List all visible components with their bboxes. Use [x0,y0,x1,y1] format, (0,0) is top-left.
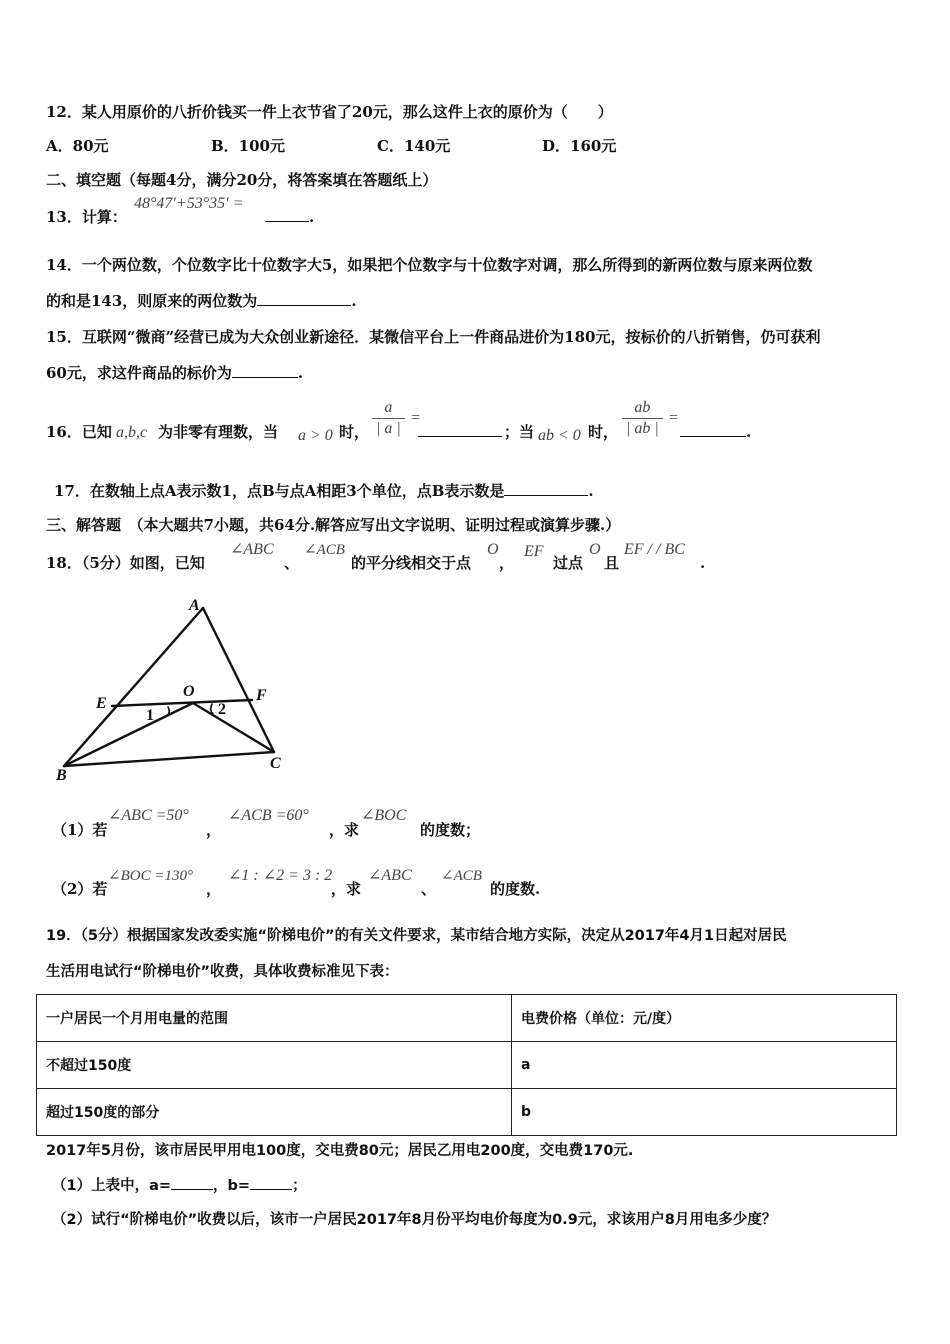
q18-point-o: O [487,541,499,558]
q18-part2-suffix: 的度数. [490,880,541,898]
q18-angle-acb: ∠ACB [304,542,345,558]
fee-table [36,994,897,1136]
q18-part1-condition-1: ∠ABC =50° [108,807,189,824]
q12-option-a: A．80元 [46,137,109,155]
label-a: A [189,597,200,614]
segment-bo [64,703,193,766]
q18-text-3: 且 [604,554,620,572]
q18-parallel: EF / / BC [624,541,685,558]
table-header-row [37,995,897,1042]
q19-part2: （2）试行“阶梯电价”收费以后，该市一户居民2017年8月份平均电价每度为0.9元，求该用户8月用电多少度？ [52,1212,777,1228]
q16-condition-1: a > 0 [298,427,333,444]
table-cell: 不超过150度 [37,1042,512,1089]
q16-text-4: 时， [588,423,619,441]
q12-option-b: B．100元 [211,137,285,155]
q16-vars: a,b,c [116,424,148,441]
label-o: O [183,683,195,700]
label-e: E [96,695,107,712]
q13-prefix: 13．计算： [46,208,127,226]
table-header-cell: 一户居民一个月用电量的范围 [37,995,512,1042]
q12-option-d: D．160元 [542,137,617,155]
q18-angle-abc: ∠ABC [230,541,274,558]
label-b: B [56,767,67,784]
q19-line2: 生活用电试行“阶梯电价”收费，具体收费标准见下表： [46,964,399,980]
table-row [37,1089,897,1136]
q12-stem: 12．某人用原价的八折价钱买一件上衣节省了20元，那么这件上衣的原价为（ ） [46,103,613,121]
q19-given: 2017年5月份，该市居民甲用电100度，交电费80元；居民乙用电200度，交电费170元. [46,1143,634,1159]
q18-comma: ， [499,554,515,572]
q19-line1: 19．（5分）根据国家发改委实施“阶梯电价”的有关文件要求，某市结合地方实际，决定从2017年4月1日起对居民 [46,928,787,944]
q18-separator: 、 [284,554,300,572]
q18-period: . [700,554,706,572]
q18-part2-target-1: ∠ABC [368,867,412,884]
q13-expression: 48°47′+53°35′ = [134,195,244,212]
q18-text-1: 的平分线相交于点 [351,554,472,572]
table-cell: b [512,1089,897,1136]
q12-option-c: C．140元 [377,137,451,155]
q16-blank-1 [418,422,502,442]
table-header-cell: 电费价格（单位：元/度） [512,995,897,1042]
q18-part1-suffix: 的度数； [420,821,481,839]
label-angle-2: 2 [218,701,226,718]
q18-part2-ask: ，求 [331,880,362,898]
q18-part2-prefix: （2）若 [52,880,108,898]
label-angle-1: 1 [146,707,154,724]
q15-line2: 60元，求这件商品的标价为 . [46,364,304,382]
q18-part1-comma: ， [206,821,222,839]
q18-part1-ask: ，求 [329,821,360,839]
q14-line1: 14．一个两位数，个位数字比十位数字大5，如果把个位数字与十位数字对调，那么所得到的新两位数与原来两位数 [46,256,813,274]
side-bc [64,752,274,766]
q16-condition-2: ab < 0 [538,427,581,444]
q18-text-2: 过点 [553,554,584,572]
q18-part2-condition-1: ∠BOC =130° [108,868,193,884]
q18-part1-target: ∠BOC [361,807,407,824]
q18-prefix: 18．（5分）如图，已知 [46,554,205,572]
label-c: C [270,755,281,772]
q16-text-2: 时， [339,423,370,441]
q17: 17．在数轴上点A表示数1，点B与点A相距3个单位，点B表示数是 . [54,482,594,500]
triangle-figure [50,594,300,784]
q18-part1-condition-2: ∠ACB =60° [228,807,309,824]
segment-ef [112,700,252,706]
angle-2-arc [211,704,213,714]
q18-point-o-2: O [589,541,601,558]
q16-text-1: 为非零有理数，当 [158,423,279,441]
label-f: F [256,687,267,704]
q18-part2-separator: 、 [421,880,437,898]
q16-blank-2: . [680,422,751,442]
table-cell: a [512,1042,897,1089]
table-row [37,1042,897,1089]
q18-segment-ef: EF [524,543,544,560]
q18-part1-prefix: （1）若 [52,821,108,839]
section-solve-heading: 三、解答题 （本大题共7小题，共64分.解答应写出文字说明、证明过程或演算步骤.） [46,516,621,534]
table-cell: 超过150度的部分 [37,1089,512,1136]
section-fill-in-heading: 二、填空题（每题4分，满分20分，将答案填在答题纸上） [46,171,438,189]
q16-prefix: 16．已知 [46,423,112,441]
q18-part2-condition-2: ∠1 : ∠2 = 3 : 2 [228,867,333,884]
q18-part2-comma: ， [206,880,222,898]
q15-line1: 15．互联网“微商”经营已成为大众创业新途径．某微信平台上一件商品进价为180元，按标价的八折销售，仍可获利 [46,328,821,346]
q16-fraction-2: $\frac{ab}{| ab |}$ = [622,398,679,439]
q14-line2: 的和是143，则原来的两位数为 . [46,292,357,310]
angle-1-arc [167,707,169,716]
q19-part1: （1）上表中，a= ，b= ； [52,1175,307,1196]
q13-answer-blank: . [265,207,314,227]
q16-text-3: ；当 [504,423,535,441]
q18-part2-target-2: ∠ACB [441,868,482,884]
q16-fraction-1: $\frac{a}{| a |}$ = [372,398,421,439]
